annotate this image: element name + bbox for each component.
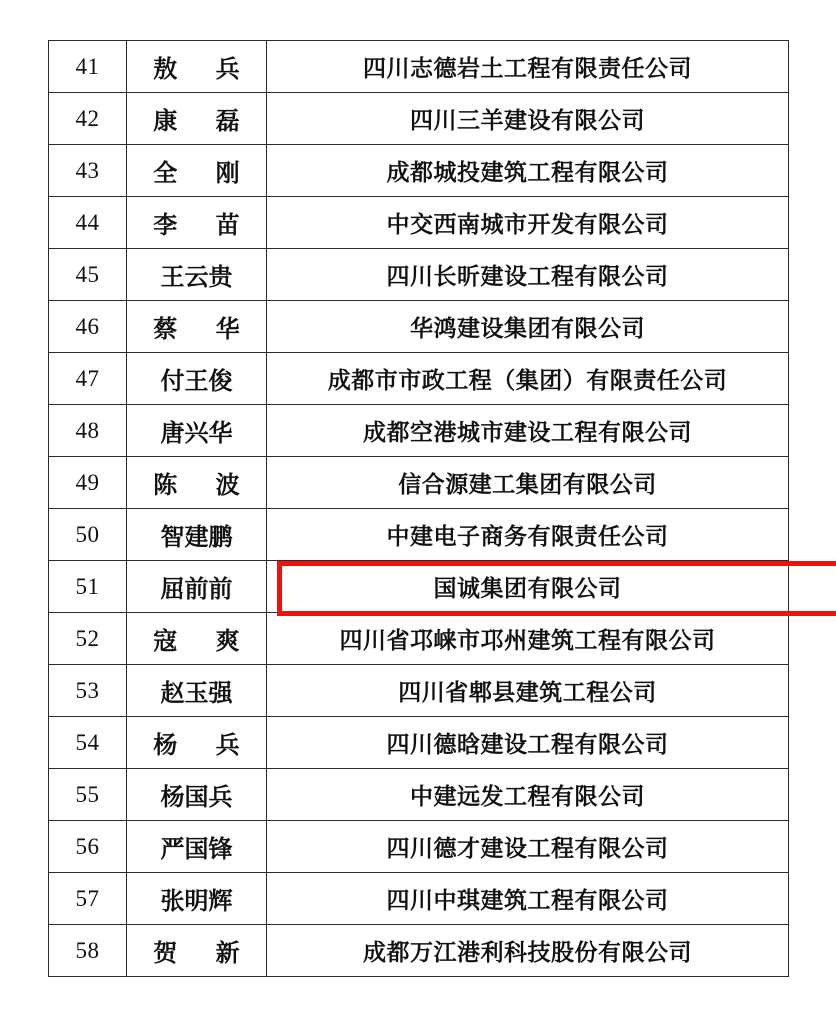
row-organization-cell: 成都万江港利科技股份有限公司 (267, 925, 789, 977)
table-row (49, 925, 789, 977)
row-name-cell (127, 613, 267, 665)
table-row (49, 665, 789, 717)
row-organization-cell: 四川省邛崃市邛州建筑工程有限公司 (267, 613, 789, 665)
table-row (49, 717, 789, 769)
row-name-cell (127, 197, 267, 249)
row-index-cell: 54 (49, 717, 127, 769)
roster-table (48, 40, 789, 977)
row-organization-cell: 信合源建工集团有限公司 (267, 457, 789, 509)
row-index-cell: 47 (49, 353, 127, 405)
table-row (49, 873, 789, 925)
row-name-text: 屈前前 (160, 575, 233, 603)
row-name-text: 赵玉强 (160, 679, 233, 707)
row-index-cell: 50 (49, 509, 127, 561)
table-row (49, 509, 789, 561)
row-name-text: 敖 兵 (153, 55, 247, 83)
table-row (49, 41, 789, 93)
row-index-cell: 57 (49, 873, 127, 925)
row-name-cell (127, 301, 267, 353)
row-index-cell: 43 (49, 145, 127, 197)
row-organization-cell: 中建电子商务有限责任公司 (267, 509, 789, 561)
row-organization-cell: 成都市市政工程（集团）有限责任公司 (267, 353, 789, 405)
row-name-cell (127, 353, 267, 405)
row-organization-cell: 成都空港城市建设工程有限公司 (267, 405, 789, 457)
row-index-cell: 58 (49, 925, 127, 977)
row-name-text: 全 刚 (153, 159, 247, 187)
row-organization-cell: 四川志德岩土工程有限责任公司 (267, 41, 789, 93)
row-organization-cell: 四川德晗建设工程有限公司 (267, 717, 789, 769)
row-organization-text: 国诚集团有限公司 (433, 576, 622, 602)
row-organization-cell: 中交西南城市开发有限公司 (267, 197, 789, 249)
row-name-text: 陈 波 (153, 471, 247, 499)
row-name-cell (127, 249, 267, 301)
table-row (49, 561, 789, 613)
row-index-cell: 48 (49, 405, 127, 457)
table-row (49, 197, 789, 249)
row-name-text: 严国锋 (160, 835, 233, 863)
row-name-cell (127, 821, 267, 873)
row-index-cell: 56 (49, 821, 127, 873)
row-name-text: 付王俊 (160, 367, 233, 395)
row-name-text: 杨国兵 (160, 783, 233, 811)
row-name-cell (127, 665, 267, 717)
row-name-cell (127, 925, 267, 977)
table-row (49, 405, 789, 457)
row-name-text: 康 磊 (153, 107, 247, 135)
row-organization-cell: 四川省郫县建筑工程公司 (267, 665, 789, 717)
row-name-text: 唐兴华 (160, 419, 233, 447)
row-index-cell: 44 (49, 197, 127, 249)
row-name-text: 李 苗 (153, 211, 247, 239)
row-name-cell (127, 457, 267, 509)
table-row (49, 769, 789, 821)
row-index-cell: 49 (49, 457, 127, 509)
row-name-text: 蔡 华 (153, 315, 247, 343)
row-organization-cell: 成都城投建筑工程有限公司 (267, 145, 789, 197)
table-row (49, 145, 789, 197)
row-index-cell: 41 (49, 41, 127, 93)
table-row (49, 353, 789, 405)
row-name-text: 智建鹏 (160, 523, 233, 551)
row-index-cell: 45 (49, 249, 127, 301)
table-row (49, 457, 789, 509)
row-organization-cell: 华鸿建设集团有限公司 (267, 301, 789, 353)
row-name-cell (127, 41, 267, 93)
row-name-text: 寇 爽 (153, 627, 247, 655)
row-name-text: 杨 兵 (153, 731, 247, 759)
table-row (49, 613, 789, 665)
row-index-cell: 53 (49, 665, 127, 717)
row-name-text: 贺 新 (153, 939, 247, 967)
row-index-cell: 51 (49, 561, 127, 613)
row-name-cell (127, 873, 267, 925)
roster-table-wrapper (48, 40, 788, 977)
table-row (49, 301, 789, 353)
table-row (49, 93, 789, 145)
row-name-cell (127, 769, 267, 821)
row-name-cell (127, 405, 267, 457)
table-row (49, 821, 789, 873)
row-name-cell (127, 717, 267, 769)
row-index-cell: 42 (49, 93, 127, 145)
roster-table-body (49, 41, 789, 977)
row-organization-cell: 中建远发工程有限公司 (267, 769, 789, 821)
row-name-cell (127, 561, 267, 613)
row-organization-cell: 四川三羊建设有限公司 (267, 93, 789, 145)
row-name-text: 王云贵 (160, 263, 233, 291)
row-organization-cell: 四川德才建设工程有限公司 (267, 821, 789, 873)
row-index-cell: 46 (49, 301, 127, 353)
row-organization-cell: 四川长昕建设工程有限公司 (267, 249, 789, 301)
row-index-cell: 52 (49, 613, 127, 665)
row-index-cell: 55 (49, 769, 127, 821)
table-row (49, 249, 789, 301)
row-organization-cell: 四川中琪建筑工程有限公司 (267, 873, 789, 925)
row-name-text: 张明辉 (160, 887, 233, 915)
row-organization-cell (267, 561, 789, 613)
row-name-cell (127, 145, 267, 197)
row-name-cell (127, 509, 267, 561)
row-name-cell (127, 93, 267, 145)
